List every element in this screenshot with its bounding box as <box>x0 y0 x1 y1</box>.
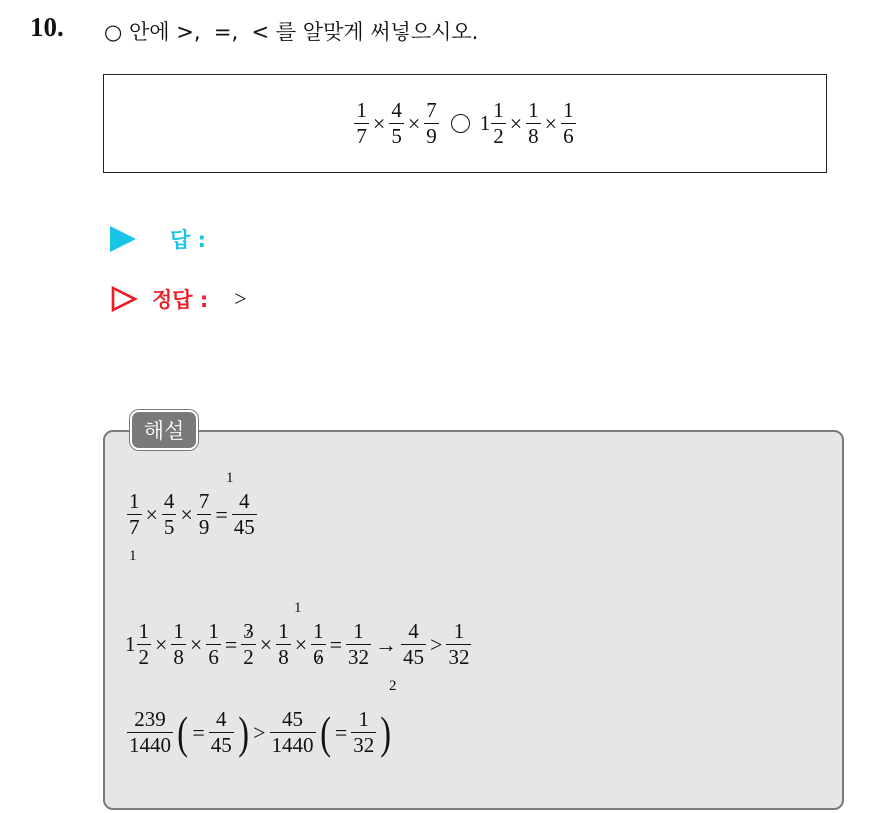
fraction: $\frac{1}{8}$ <box>528 97 539 148</box>
fraction: $\frac{1}{6}$ <box>313 619 324 670</box>
times-sign: × <box>155 631 168 657</box>
fraction: $\frac{1}{7}$ <box>129 489 140 540</box>
times-sign: × <box>544 110 558 136</box>
times-sign: × <box>372 110 386 136</box>
times-sign: × <box>294 631 308 657</box>
fraction: $\frac{239}{1440}$ <box>129 707 171 758</box>
times-sign: × <box>180 501 193 527</box>
question-number: 10. <box>30 12 64 42</box>
correct-value: > <box>234 286 247 311</box>
whole-number: 1 <box>479 111 491 135</box>
fraction: $\frac{1}{32}$ <box>353 707 375 758</box>
problem-expression <box>352 99 577 148</box>
explanation-line-3: $\frac{239}{1440}$ ( = $\frac{4}{45}$ ) > $\frac{45}{1440}$ ( = $\frac{1}{32}$ ) <box>129 706 392 758</box>
arrow-icon: → <box>375 631 398 657</box>
fraction: $\frac{4}{45}$ <box>210 707 232 758</box>
play-filled-icon <box>110 226 136 252</box>
times-sign: × <box>259 631 273 657</box>
greater-sign: > <box>253 719 266 745</box>
correct-label: 정답 : <box>152 288 209 312</box>
equals-sign: = <box>215 501 228 527</box>
equals-sign: = <box>329 631 343 657</box>
fraction: $\frac{1}{32}$ <box>448 619 470 670</box>
times-sign: × <box>145 501 158 527</box>
problem-box <box>103 74 827 173</box>
greater-sign: > <box>430 631 443 657</box>
cancel-note: 1 <box>226 470 234 486</box>
fraction: $\frac{4}{45}$ <box>403 619 425 670</box>
fraction: $\frac{1}{6}$ <box>208 619 219 670</box>
times-sign: × <box>189 631 203 657</box>
times-sign: × <box>509 110 523 136</box>
fraction: $\frac{1}{8}$ <box>173 619 184 670</box>
fraction: $\frac{7}{9}$ <box>198 489 210 540</box>
cancel-note: 1 <box>294 600 302 616</box>
fraction: $\frac{1}{7}$ <box>356 97 367 148</box>
explanation-tab: 해설 <box>130 410 198 450</box>
correct-answer-line <box>110 284 247 314</box>
cancel-note: 1 <box>129 548 137 564</box>
blank-circle-icon <box>451 114 470 133</box>
play-outline-icon <box>110 285 138 313</box>
explanation-line-2: 1 $\frac{1}{2}$ × $\frac{1}{8}$ × $\frac{1}{6}$ = $\frac{3}{2}$ × $\frac{1}{8}$ × $\frac{1}{6}$ = $\frac{1}{32}$ → $\frac{4}{45}$ > $\frac{1}{32}$ <box>125 619 470 670</box>
equals-sign: = <box>224 631 238 657</box>
fraction: $\frac{4}{5}$ <box>391 97 402 148</box>
cancel-note: 2 <box>389 678 397 694</box>
times-sign: × <box>407 110 421 136</box>
fraction: $\frac{1}{6}$ <box>563 97 574 148</box>
fraction: $\frac{3}{2}$ <box>243 619 254 670</box>
fraction: $\frac{4}{45}$ <box>233 489 255 540</box>
fraction: $\frac{1}{2}$ <box>138 619 149 670</box>
fraction: $\frac{45}{1440}$ <box>271 707 314 758</box>
answer-line <box>110 224 206 254</box>
equals-sign: = <box>192 719 205 745</box>
explanation-line-1 <box>125 490 259 539</box>
question-text: ○ 안에 >, =, < 를 알맞게 써넣으시오. <box>104 20 479 44</box>
fraction: $\frac{7}{9}$ <box>426 97 437 148</box>
fraction: $\frac{1}{8}$ <box>278 619 289 670</box>
answer-label: 답 : <box>170 228 206 252</box>
equals-sign: = <box>334 719 348 745</box>
fraction: $\frac{1}{32}$ <box>348 619 370 670</box>
fraction: $\frac{1}{2}$ <box>493 97 504 148</box>
fraction: $\frac{4}{5}$ <box>163 489 175 540</box>
